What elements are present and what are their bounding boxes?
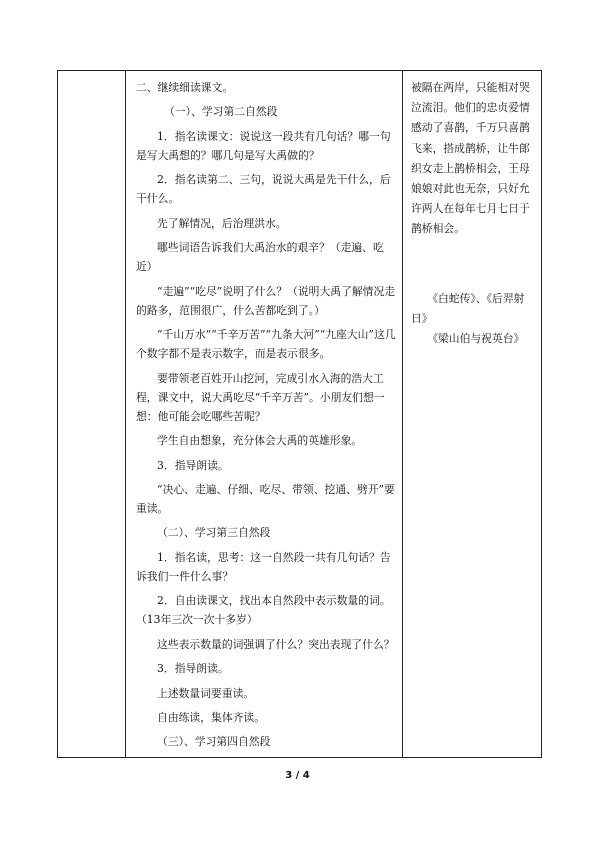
side-note-text: 被隔在两岸，只能相对哭泣流泪。他们的忠贞爱情感动了喜鹊，千万只喜鹊飞来，搭成鹊桥，让牛郎织女走上鹊桥相会，王母娘娘对此也无奈，只好允许两人在每年七月七日于鹊桥相会。 [411,81,530,236]
paragraph: “千山万水”“千辛万苦”“九条大河”“九座大山”这几个数字都不是表示数字，而是表示很多。 [136,328,396,361]
paragraph: （三）、学习第四自然段 [157,735,271,749]
paragraph: 1．指名读，思考：这一自然段一共有几句话？告诉我们一件什么事？ [136,550,391,583]
paragraph: 2．自由读课文，找出本自然段中表示数量的词。（13年三次一次十多岁） [136,594,391,627]
paragraph: 1．指名读课文：说说这一段共有几句话？哪一句是写大禹想的？哪几句是写大禹做的？ [136,129,391,162]
main-content [126,71,402,751]
paragraph: 哪些词语告诉我们大禹治水的艰辛？（走遍、吃近） [136,241,384,274]
table-row [58,71,542,758]
page-number: 3 / 4 [285,770,310,781]
paragraph: （一）、学习第二自然段 [164,105,278,119]
paragraph: 3．指导朗读。 [157,458,229,472]
paragraph: 二、继续细读课文。 [136,81,234,94]
paragraph: 2．指名读第二、三句，说说大禹是先干什么，后干什么。 [136,173,391,206]
lesson-plan-table [57,70,542,758]
paragraph: 3．指导朗读。 [157,662,229,676]
paragraph: 要带领老百姓开山挖河，完成引水入海的浩大工程，课文中，说大禹吃尽“千辛万苦”。小朋友们想一想：他可能会吃哪些苦呢？ [136,371,385,423]
paragraph: “决心、走遍、仔细、吃尽、带领、挖通、劈开”要重读。 [136,482,395,516]
paragraph: 先了解情况，后治理洪水。 [157,216,287,230]
side-reference: 《白蛇传》、《后羿射日》 [411,291,525,325]
side-references [411,289,535,350]
paragraph: 学生自由想象，充分体会大禹的英雄形象。 [157,434,363,448]
paragraph: 这些表示数量的词强调了什么？突出表现了什么？ [157,637,395,651]
paragraph: “走遍”“吃尽”说明了什么？（说明大禹了解情况走的路多，范围很广，什么苦都吃到了。） [136,284,396,317]
side-note [403,71,541,349]
main-content-cell [126,71,403,758]
paragraph: 上述数量词要重读。 [157,686,255,700]
paragraph: 自由练读，集体齐读。 [157,710,266,724]
side-note-cell [403,71,542,758]
side-reference: 《梁山伯与祝英台》 [427,332,525,346]
empty-left-cell [58,71,126,758]
paragraph: （二）、学习第三自然段 [157,526,271,540]
